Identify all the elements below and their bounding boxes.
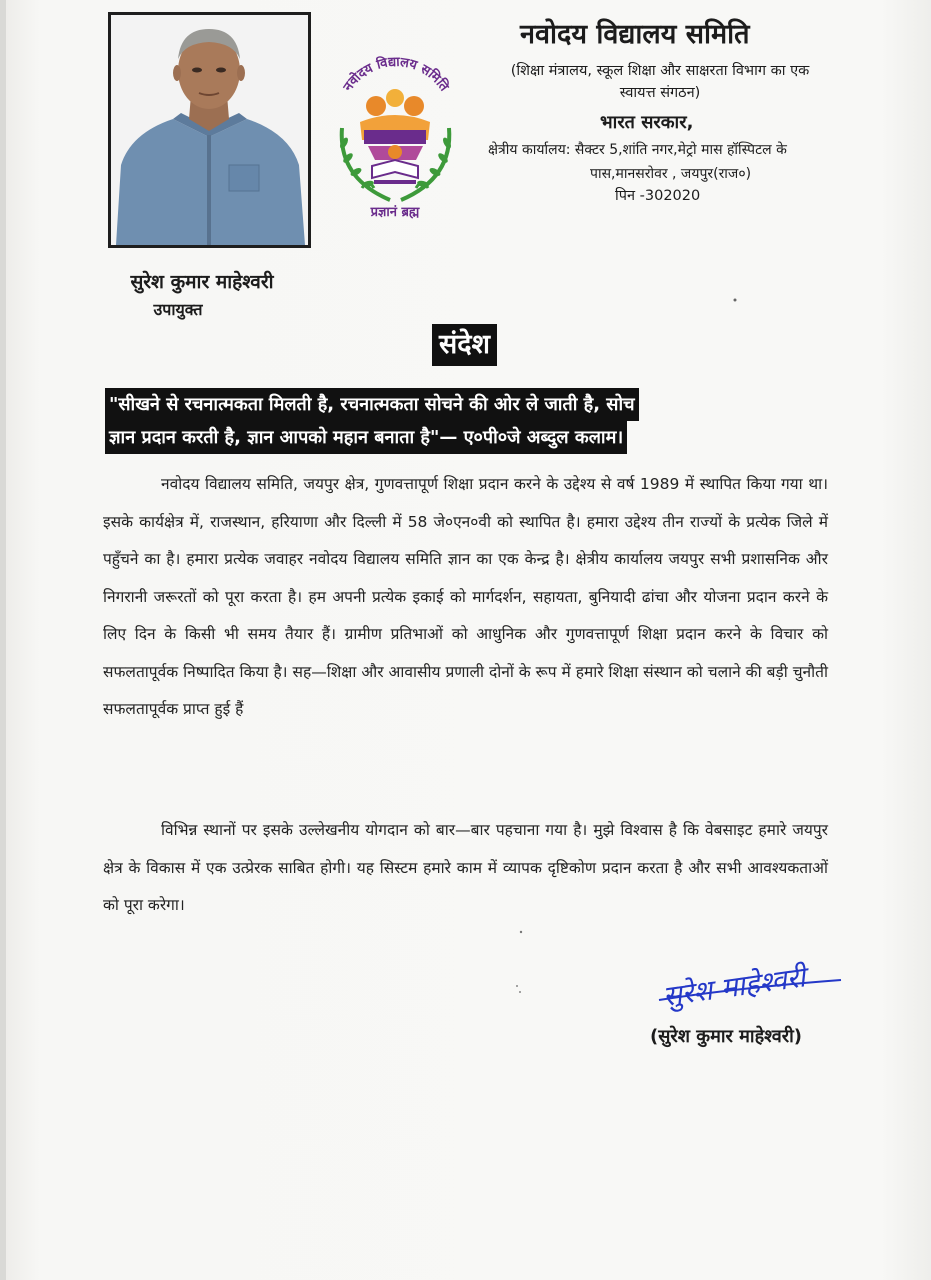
address-line-1: क्षेत्रीय कार्यालय: सैक्टर 5,शांति नगर,मेट्रो मास हॉस्पिटल के (488, 142, 787, 158)
quote-line-2: ज्ञान प्रदान करती है, ज्ञान आपको महान बनाता है"— ए०पी०जे अब्दुल कलाम। (105, 421, 627, 454)
person-designation: उपायुक्त (153, 300, 203, 319)
logo-arc-text: नवोदय विद्यालय समिति (340, 54, 452, 95)
government-label: भारत सरकार, (600, 112, 694, 133)
subtitle-line-1: (शिक्षा मंत्रालय, स्कूल शिक्षा और साक्षरता विभाग का एक (510, 63, 810, 79)
nvs-emblem (328, 48, 463, 223)
organization-subtitle (495, 60, 825, 104)
logo-motto: प्रज्ञानं ब्रह्म (370, 205, 420, 220)
quote-line-1: "सीखने से रचनात्मकता मिलती है, रचनात्मकता सोचने की ओर ले जाती है, सोच (105, 388, 639, 421)
message-paragraph-1: नवोदय विद्यालय समिति, जयपुर क्षेत्र, गुणवत्तापूर्ण शिक्षा प्रदान करने के उद्देश्य से वर्ष 1989 में स्थापित किया गया था। इसके कार्यक्षेत्र में, राजस्थान, हरियाणा और दिल्ली में 58 जे०एन०वी को स्थापित है। हमारा उद्देश्य तीन राज्यों के प्रत्येक जिले में पहुँचने का है। हमारा प्रत्येक जवाहर नवोदय विद्यालय समिति ज्ञान का एक केन्द्र है। क्षेत्रीय कार्यालय जयपुर सभी प्रशासनिक और निगरानी जरूरतों को पूरा करता है। हम अपनी प्रत्येक इकाई को मार्गदर्शन, सहायता, बुनियादी ढांचा और योजना प्रदान करने के लिए दिन के किसी भी समय तैयार हैं। ग्रामीण प्रतिभाओं को आधुनिक और गुणवत्तापूर्ण शिक्षा प्रदान करने के विचार को सफलतापूर्वक निष्पादित किया है। सह—शिक्षा और आवासीय प्रणाली दोनों के रूप में हमारे शिक्षा संस्थान को चलाने की बड़ी चुनौती सफलतापूर्वक प्राप्त हुई हैं (103, 475, 828, 718)
signatory-name: (सुरेश कुमार माहेश्वरी) (650, 1026, 803, 1047)
office-address (488, 138, 838, 186)
subtitle-line-2: स्वायत्त संगठन) (619, 85, 701, 101)
pin-code: पिन -302020 (615, 188, 701, 204)
address-line-2: पास,मानसरोवर , जयपुर(राज०) (590, 166, 752, 182)
scan-edge (0, 0, 6, 1280)
message-paragraph-2: विभिन्न स्थानों पर इसके उल्लेखनीय योगदान को बार—बार पहचाना गया है। मुझे विश्वास है कि वेबसाइट हमारे जयपुर क्षेत्र के विकास में एक उत्प्रेरक साबित होगी। यह सिस्टम हमारे काम में व्यापक दृष्टिकोण प्रदान करता है और सभी आवश्यकताओं को पूरा करेगा। (103, 821, 828, 914)
signature-scribble: सुरेश माहेश्वरी (660, 960, 808, 1014)
nvs-logo (328, 48, 463, 223)
portrait-image (111, 15, 308, 245)
quote-block (105, 388, 830, 454)
message-title: संदेश (432, 324, 497, 366)
handwritten-signature (655, 950, 845, 1020)
person-name: सुरेश कुमार माहेश्वरी (130, 271, 274, 293)
svg-text:नवोदय विद्यालय समिति (340, 54, 452, 95)
portrait-photo (108, 12, 311, 248)
organization-name: नवोदय विद्यालय समिति (520, 19, 750, 50)
